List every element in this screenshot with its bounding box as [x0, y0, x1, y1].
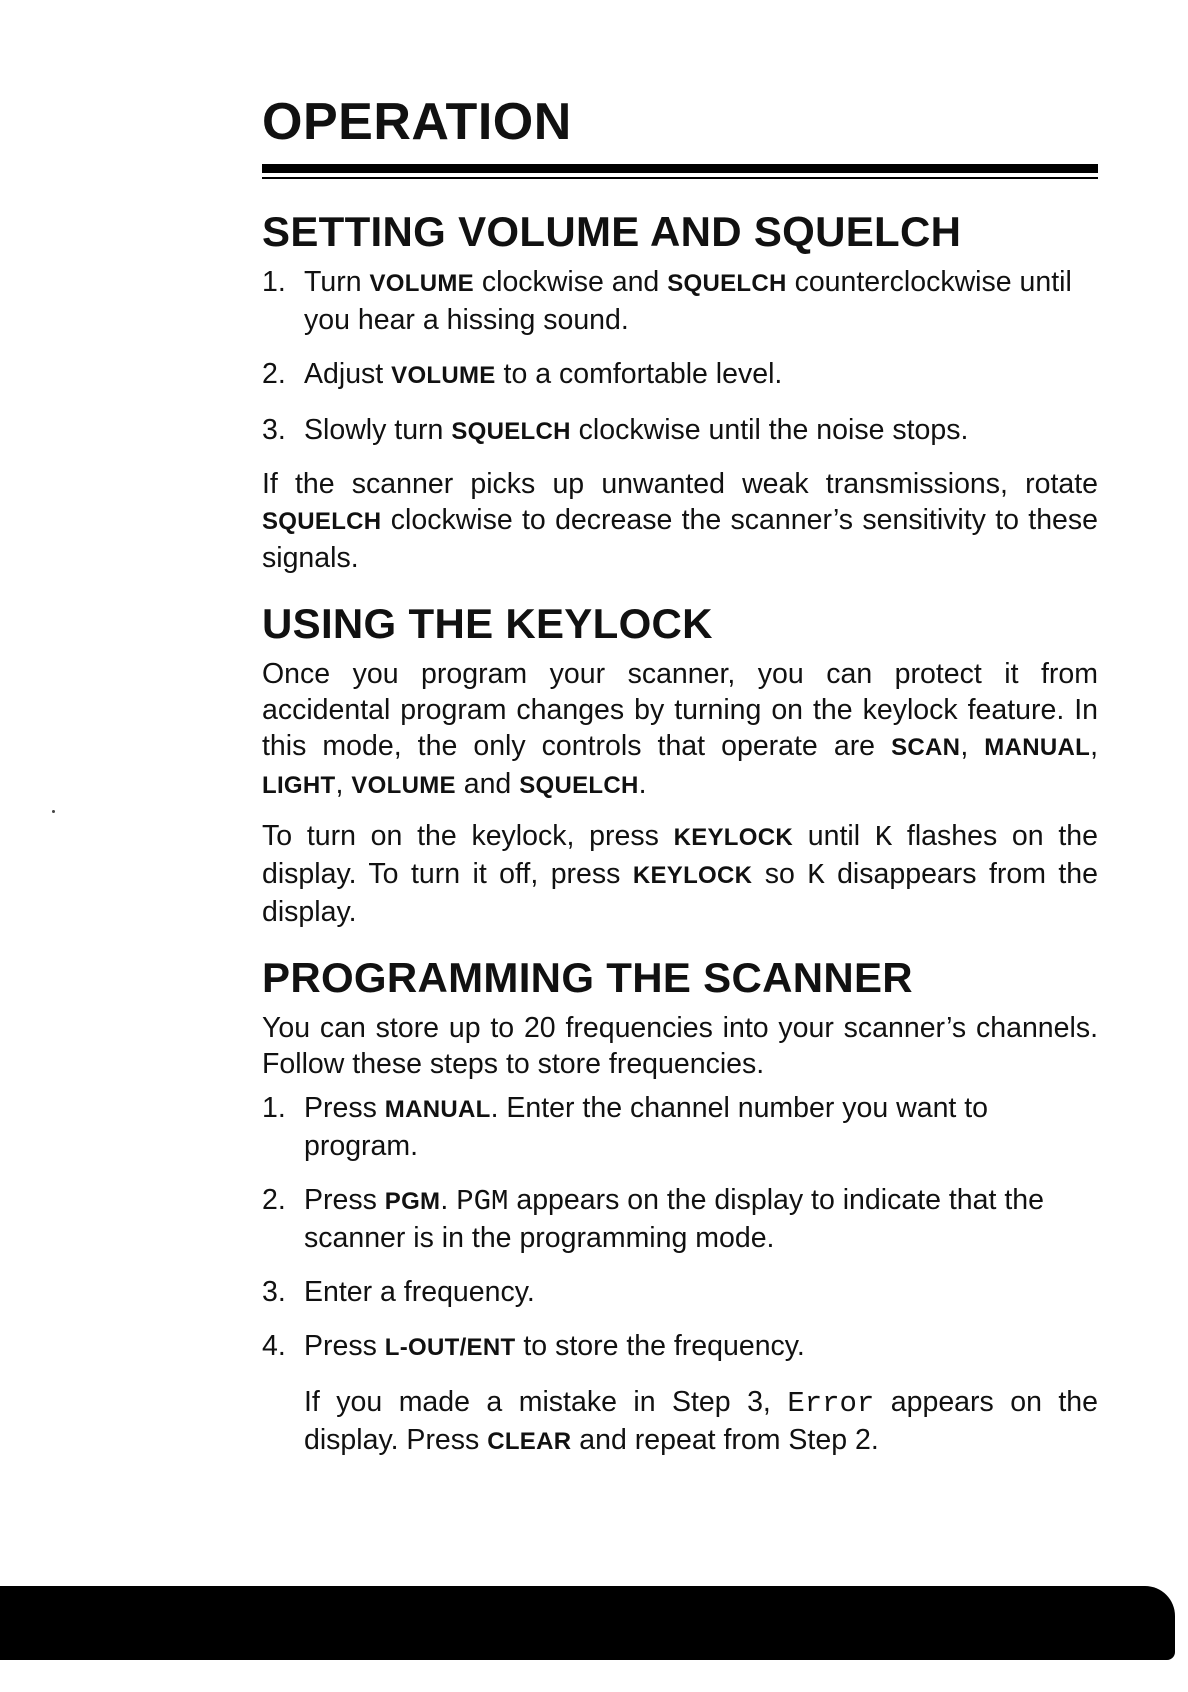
display-indicator: Error: [787, 1387, 875, 1420]
control-name: MANUAL: [984, 734, 1091, 761]
control-name: CLEAR: [487, 1428, 572, 1455]
text: Turn: [304, 266, 370, 298]
text: so: [752, 858, 808, 890]
title-rule-thin: [262, 177, 1098, 179]
control-name: VOLUME: [351, 772, 456, 799]
list-item: [262, 412, 1098, 450]
control-name: SCAN: [891, 734, 961, 761]
list-item: [262, 356, 1098, 394]
text: Press: [304, 1184, 385, 1216]
section-heading: SETTING VOLUME AND SQUELCH: [262, 208, 962, 255]
control-name: SQUELCH: [262, 508, 382, 535]
text: clockwise and: [473, 266, 668, 298]
list-item: [262, 1090, 1098, 1164]
display-indicator: K: [807, 859, 825, 892]
control-name: KEYLOCK: [632, 862, 753, 889]
step-number: 1.: [262, 266, 286, 298]
display-indicator: PGM: [456, 1185, 509, 1218]
text: .: [440, 1184, 457, 1216]
control-name: SQUELCH: [667, 270, 787, 297]
text: and repeat from Step 2.: [571, 1424, 879, 1456]
step-number: 2.: [262, 1184, 286, 1216]
paragraph: [262, 466, 1098, 576]
page-title: OPERATION: [262, 93, 572, 151]
text: ,: [1090, 730, 1098, 762]
text: clockwise to decrease the scanner’s sensitivity to these signals.: [262, 504, 1098, 574]
text: appears on the display. Press: [304, 1386, 1098, 1456]
page-edge-bar: [0, 1586, 1175, 1660]
text: flashes on the display. To turn it off, press: [262, 820, 1098, 890]
text: If you made a mistake in Step 3,: [304, 1386, 788, 1418]
text: and: [455, 768, 520, 800]
control-name: SQUELCH: [519, 772, 639, 799]
text: counterclockwise until you hear a hissing sound.: [304, 266, 1072, 336]
control-name: LIGHT: [262, 772, 336, 799]
control-name: PGM: [384, 1188, 441, 1215]
list-item: [262, 1274, 1098, 1310]
text: . Enter the channel number you want to program.: [304, 1092, 989, 1162]
text: Adjust: [304, 358, 392, 390]
text: appears on the display to indicate that the scanner is in the programming mode.: [304, 1184, 1044, 1254]
control-name: MANUAL: [384, 1096, 491, 1123]
step-number: 1.: [262, 1092, 286, 1124]
text: until: [793, 820, 875, 852]
control-name: L-OUT/ENT: [384, 1334, 516, 1361]
list-item: [262, 1182, 1098, 1256]
text: Press: [304, 1330, 385, 1362]
section-keylock: [262, 598, 1098, 930]
section-heading: USING THE KEYLOCK: [262, 600, 713, 647]
steps-list: [262, 264, 1098, 450]
scan-speck: [52, 810, 55, 813]
paragraph: [262, 656, 1098, 804]
steps-list: [262, 1090, 1098, 1366]
text: disappears from the display.: [262, 858, 1098, 928]
display-indicator: K: [874, 821, 893, 854]
text: Enter a frequency.: [304, 1276, 535, 1308]
text: Slowly turn: [304, 414, 452, 446]
note-paragraph: [262, 1384, 1098, 1460]
text: ,: [960, 730, 985, 762]
text: Press: [304, 1092, 385, 1124]
text: ,: [335, 768, 352, 800]
step-number: 4.: [262, 1330, 286, 1362]
text: clockwise until the noise stops.: [570, 414, 969, 446]
step-number: 3.: [262, 1276, 286, 1308]
list-item: [262, 1328, 1098, 1366]
text: .: [638, 768, 647, 800]
section-heading: PROGRAMMING THE SCANNER: [262, 954, 913, 1001]
text: If the scanner picks up unwanted weak transmissions, rotate: [262, 468, 1098, 500]
control-name: SQUELCH: [451, 418, 571, 445]
control-name: KEYLOCK: [673, 824, 794, 851]
text: Once you program your scanner, you can protect it from accidental program changes by turning on the keylock feature. In this mode, the only controls that operate are: [262, 658, 1098, 762]
step-number: 2.: [262, 358, 286, 390]
section-volume-squelch: [262, 206, 1098, 576]
section-programming: [262, 952, 1098, 1460]
title-rule-thick: [262, 164, 1098, 173]
paragraph: You can store up to 20 frequencies into your scanner’s channels. Follow these steps to store frequencies.: [262, 1012, 1098, 1080]
text: To turn on the keylock, press: [262, 820, 674, 852]
paragraph: [262, 818, 1098, 930]
text: to store the frequency.: [515, 1330, 805, 1362]
control-name: VOLUME: [391, 362, 496, 389]
list-item: [262, 264, 1098, 338]
control-name: VOLUME: [369, 270, 474, 297]
text: to a comfortable level.: [495, 358, 783, 390]
step-number: 3.: [262, 414, 286, 446]
